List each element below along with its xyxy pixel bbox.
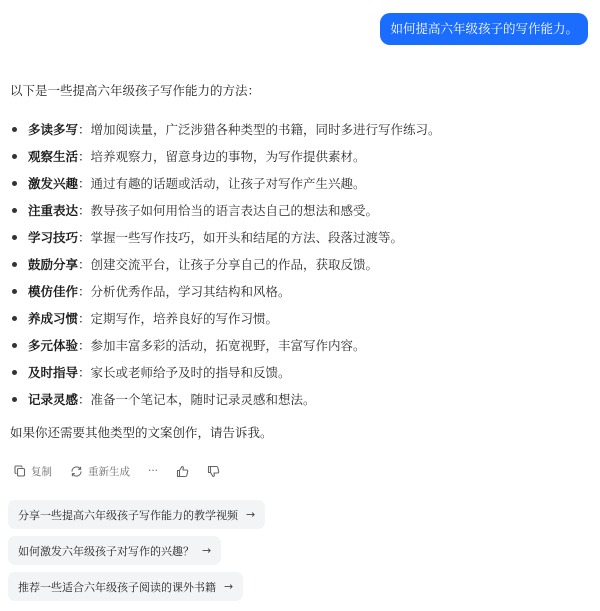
bullet-dot (12, 262, 17, 267)
suggestion-chip[interactable] (8, 500, 265, 529)
tip-description: 通过有趣的话题或活动，让孩子对写作产生兴趣。 (90, 176, 366, 191)
copy-icon (14, 465, 26, 477)
tip-colon: ： (78, 176, 91, 191)
list-item (10, 143, 590, 170)
tip-colon: ： (78, 311, 91, 326)
tip-colon: ： (78, 284, 91, 299)
suggestion-label: 分享一些提高六年级孩子写作能力的教学视频 (18, 508, 238, 522)
thumbs-down-icon (207, 465, 220, 478)
tip-title: 模仿佳作 (28, 284, 79, 299)
suggestion-label: 如何激发六年级孩子对写作的兴趣？ (18, 544, 194, 558)
bullet-dot (12, 343, 17, 348)
assistant-answer (10, 80, 590, 444)
list-item (10, 278, 590, 305)
tip-title: 注重表达 (28, 203, 79, 218)
bullet-dot (12, 208, 17, 213)
suggested-questions (8, 500, 265, 608)
tip-description: 增加阅读量，广泛涉猎各种类型的书籍，同时多进行写作练习。 (90, 122, 441, 137)
tip-title: 记录灵感 (28, 392, 79, 407)
bullet-dot (12, 154, 17, 159)
tip-colon: ： (78, 149, 91, 164)
dislike-button[interactable] (207, 465, 220, 478)
tip-colon: ： (78, 338, 91, 353)
answer-intro: 以下是一些提高六年级孩子写作能力的方法： (10, 83, 261, 98)
answer-outro: 如果你还需要其他类型的文案创作，请告诉我。 (10, 425, 273, 440)
list-item (10, 305, 590, 332)
bullet-dot (12, 181, 17, 186)
tip-title: 学习技巧 (28, 230, 79, 245)
tip-title: 及时指导 (28, 365, 79, 380)
bullet-dot (12, 127, 17, 132)
message-action-bar (14, 461, 238, 481)
refresh-icon (70, 465, 83, 478)
tip-colon: ： (78, 257, 91, 272)
tip-description: 家长或老师给予及时的指导和反馈。 (90, 365, 291, 380)
list-item (10, 251, 590, 278)
tip-description: 掌握一些写作技巧，如开头和结尾的方法、段落过渡等。 (90, 230, 404, 245)
tip-description: 参加丰富多彩的活动，拓宽视野，丰富写作内容。 (90, 338, 366, 353)
list-item (10, 170, 590, 197)
list-item (10, 332, 590, 359)
copy-label: 复制 (31, 465, 52, 478)
arrow-right-icon: → (246, 508, 256, 521)
tip-title: 激发兴趣 (28, 176, 79, 191)
tips-list (10, 116, 590, 413)
list-item (10, 197, 590, 224)
tip-description: 定期写作，培养良好的写作习惯。 (90, 311, 279, 326)
bullet-dot (12, 370, 17, 375)
user-message-bubble: 如何提高六年级孩子的写作能力。 (380, 13, 588, 45)
bullet-dot (12, 316, 17, 321)
tip-colon: ： (78, 203, 91, 218)
thumbs-up-icon (176, 465, 189, 478)
list-item (10, 359, 590, 386)
tip-colon: ： (78, 230, 91, 245)
tip-colon: ： (78, 122, 91, 137)
tip-title: 多元体验 (28, 338, 79, 353)
arrow-right-icon: → (224, 580, 234, 593)
arrow-right-icon: → (202, 544, 212, 557)
regenerate-button[interactable] (70, 464, 130, 479)
tip-title: 鼓励分享 (28, 257, 79, 272)
tip-colon: ： (78, 392, 91, 407)
tip-description: 分析优秀作品，学习其结构和风格。 (90, 284, 291, 299)
bullet-dot (12, 397, 17, 402)
more-icon: ··· (148, 465, 159, 477)
tip-description: 创建交流平台，让孩子分享自己的作品，获取反馈。 (90, 257, 379, 272)
like-button[interactable] (176, 465, 189, 478)
suggestion-chip[interactable] (8, 536, 221, 565)
more-button[interactable] (148, 465, 158, 477)
tip-description: 教导孩子如何用恰当的语言表达自己的想法和感受。 (90, 203, 379, 218)
suggestion-label: 推荐一些适合六年级孩子阅读的课外书籍 (18, 580, 216, 594)
tip-title: 观察生活 (28, 149, 79, 164)
tip-description: 培养观察力，留意身边的事物，为写作提供素材。 (90, 149, 366, 164)
suggestion-chip[interactable] (8, 572, 243, 601)
tip-title: 多读多写 (28, 122, 79, 137)
list-item (10, 224, 590, 251)
regenerate-label: 重新生成 (88, 465, 130, 478)
bullet-dot (12, 235, 17, 240)
tip-title: 养成习惯 (28, 311, 79, 326)
list-item (10, 116, 590, 143)
copy-button[interactable] (14, 464, 52, 479)
list-item (10, 386, 590, 413)
tip-colon: ： (78, 365, 91, 380)
tip-description: 准备一个笔记本，随时记录灵感和想法。 (90, 392, 316, 407)
bullet-dot (12, 289, 17, 294)
